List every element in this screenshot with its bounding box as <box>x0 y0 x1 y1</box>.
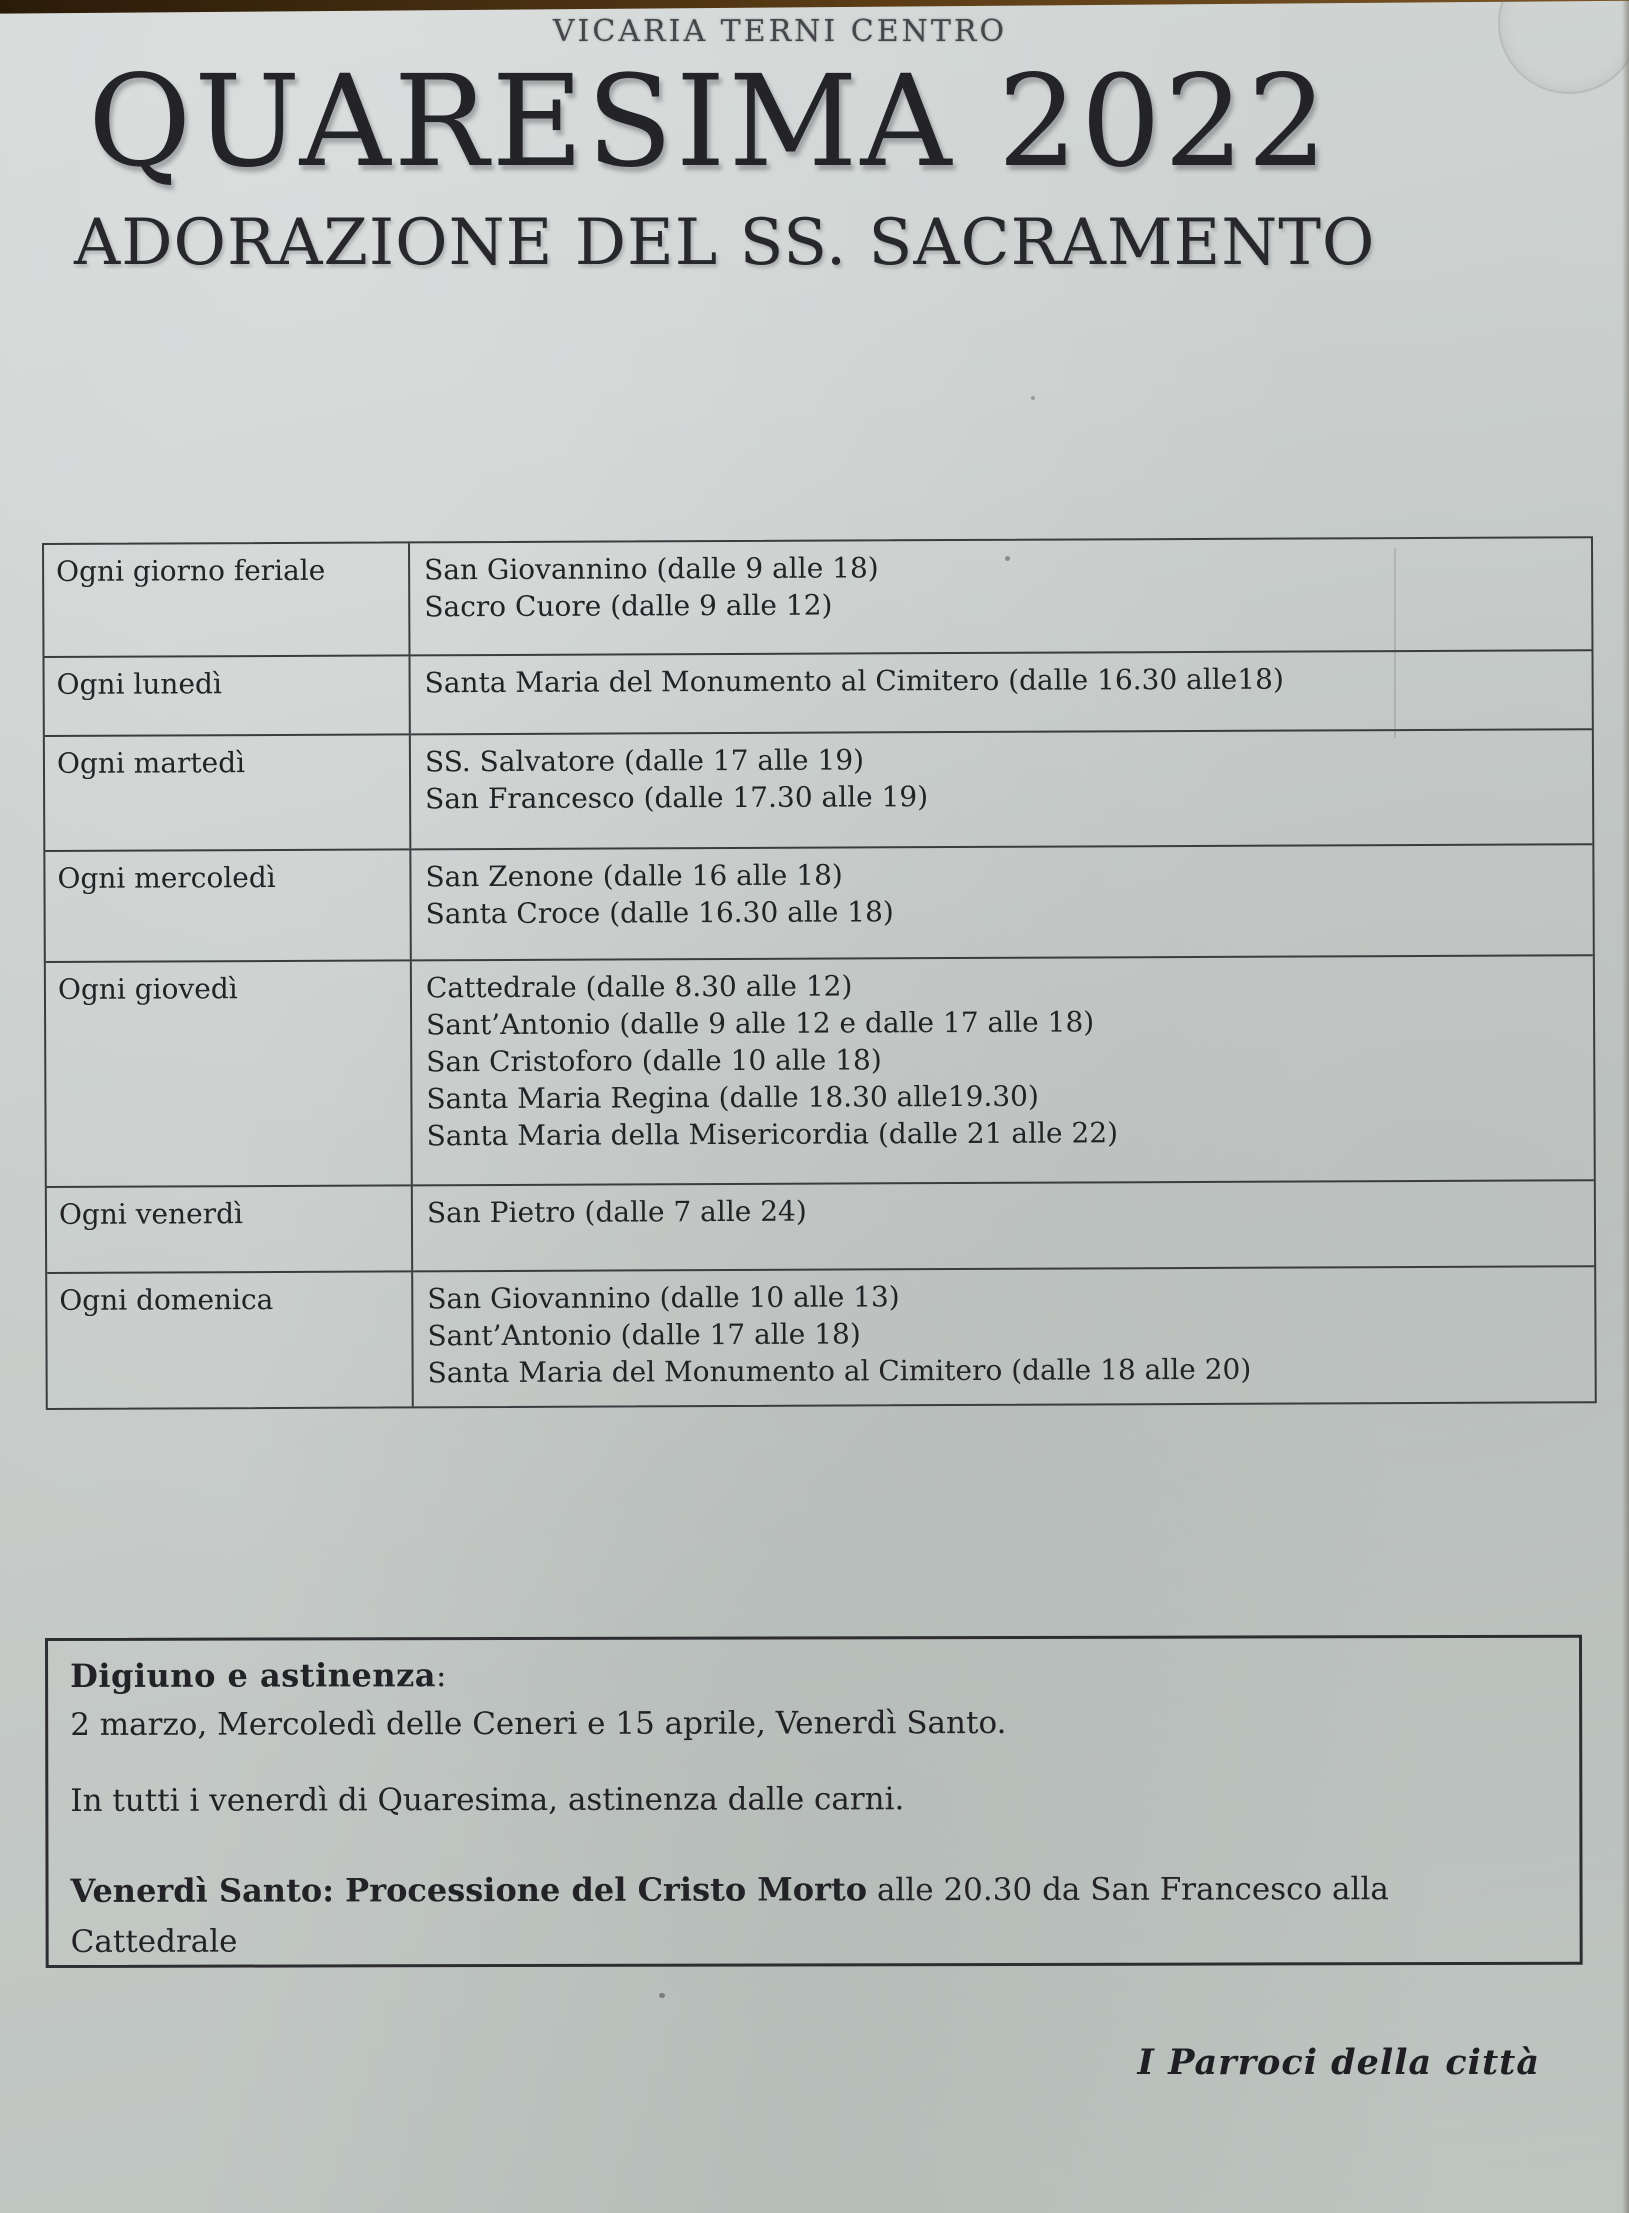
schedule-row <box>45 651 1592 737</box>
notice-heading-colon: : <box>435 1658 447 1695</box>
schedule-row <box>46 956 1594 1188</box>
schedule-row <box>44 538 1591 658</box>
schedule-entries-cell <box>410 651 1591 733</box>
schedule-day-cell: Ogni lunedì <box>45 656 411 735</box>
schedule-entry: San Giovannino (dalle 10 alle 13) <box>427 1280 900 1316</box>
schedule-entry: San Giovannino (dalle 9 alle 18) <box>424 551 879 587</box>
schedule-day-cell: Ogni mercoledì <box>45 850 411 961</box>
schedule-entry: San Francesco (dalle 17.30 alle 19) <box>425 780 929 816</box>
schedule-entry: Santa Maria del Monumento al Cimitero (dalle 18 alle 20) <box>427 1352 1252 1390</box>
notice-procession-bold: Venerdì Santo: Processione del Cristo Morto <box>70 1870 868 1910</box>
scan-speck <box>659 1993 665 1998</box>
notice-procession-rest: alle 20.30 da San Francesco alla <box>867 1871 1389 1909</box>
schedule-entry: Santa Maria della Misericordia (dalle 21 alle 22) <box>426 1116 1119 1153</box>
adoration-schedule-table <box>42 536 1597 1410</box>
schedule-row <box>47 1181 1594 1274</box>
schedule-entry: San Zenone (dalle 16 alle 18) <box>425 858 843 894</box>
photo-right-edge-shade <box>1622 0 1629 2213</box>
page-subtitle: ADORAZIONE DEL SS. SACRAMENTO <box>74 206 1376 280</box>
notice-dates-line: 2 marzo, Mercoledì delle Ceneri e 15 aprile, Venerdì Santo. <box>70 1704 1007 1743</box>
schedule-entry: San Cristoforo (dalle 10 alle 18) <box>426 1043 882 1079</box>
notice-procession-line <box>70 1863 1557 1967</box>
schedule-row <box>45 845 1592 963</box>
schedule-entry: Santa Maria Regina (dalle 18.30 alle19.30) <box>426 1079 1039 1116</box>
schedule-row <box>47 1267 1595 1408</box>
schedule-entries-cell <box>413 1181 1594 1270</box>
schedule-entry: SS. Salvatore (dalle 17 alle 19) <box>424 743 865 779</box>
schedule-entry: San Pietro (dalle 7 alle 24) <box>426 1194 807 1230</box>
scan-speck <box>1005 556 1010 561</box>
notice-heading-line <box>70 1652 1557 1698</box>
schedule-day-cell: Ogni domenica <box>47 1272 414 1408</box>
schedule-entry: Santa Croce (dalle 16.30 alle 18) <box>425 895 894 931</box>
schedule-entries-cell <box>413 1267 1595 1406</box>
paper-crease <box>1394 548 1396 738</box>
scan-speck <box>1031 396 1035 400</box>
schedule-entries-cell <box>410 538 1591 654</box>
schedule-entry: Sacro Cuore (dalle 9 alle 12) <box>424 588 833 624</box>
notice-heading-bold: Digiuno e astinenza <box>70 1656 437 1695</box>
schedule-entries-cell <box>411 845 1592 959</box>
schedule-day-cell: Ogni giorno feriale <box>44 543 410 656</box>
signature: I Parroci della città <box>1137 2042 1540 2083</box>
notice-fridays-line: In tutti i venerdì di Quaresima, astinenza dalle carni. <box>70 1781 905 1819</box>
schedule-entries-cell <box>411 730 1592 848</box>
schedule-entry: Santa Maria del Monumento al Cimitero (dalle 16.30 alle18) <box>424 662 1284 700</box>
schedule-entry: Sant’Antonio (dalle 17 alle 18) <box>427 1317 861 1353</box>
schedule-day-cell: Ogni venerdì <box>47 1186 413 1272</box>
schedule-entry: Cattedrale (dalle 8.30 alle 12) <box>425 969 853 1005</box>
schedule-day-cell: Ogni giovedì <box>46 961 413 1186</box>
schedule-entry: Sant’Antonio (dalle 9 alle 12 e dalle 17 alle 18) <box>426 1005 1095 1042</box>
schedule-row <box>45 730 1592 852</box>
vicariate-heading: VICARIA TERNI CENTRO <box>552 14 1008 49</box>
fasting-notice-box <box>45 1635 1583 1968</box>
notice-procession-wrap: Cattedrale <box>70 1923 238 1960</box>
schedule-entries-cell <box>412 956 1594 1184</box>
schedule-day-cell: Ogni martedì <box>45 735 411 850</box>
page-title: QUARESIMA 2022 <box>88 48 1331 195</box>
